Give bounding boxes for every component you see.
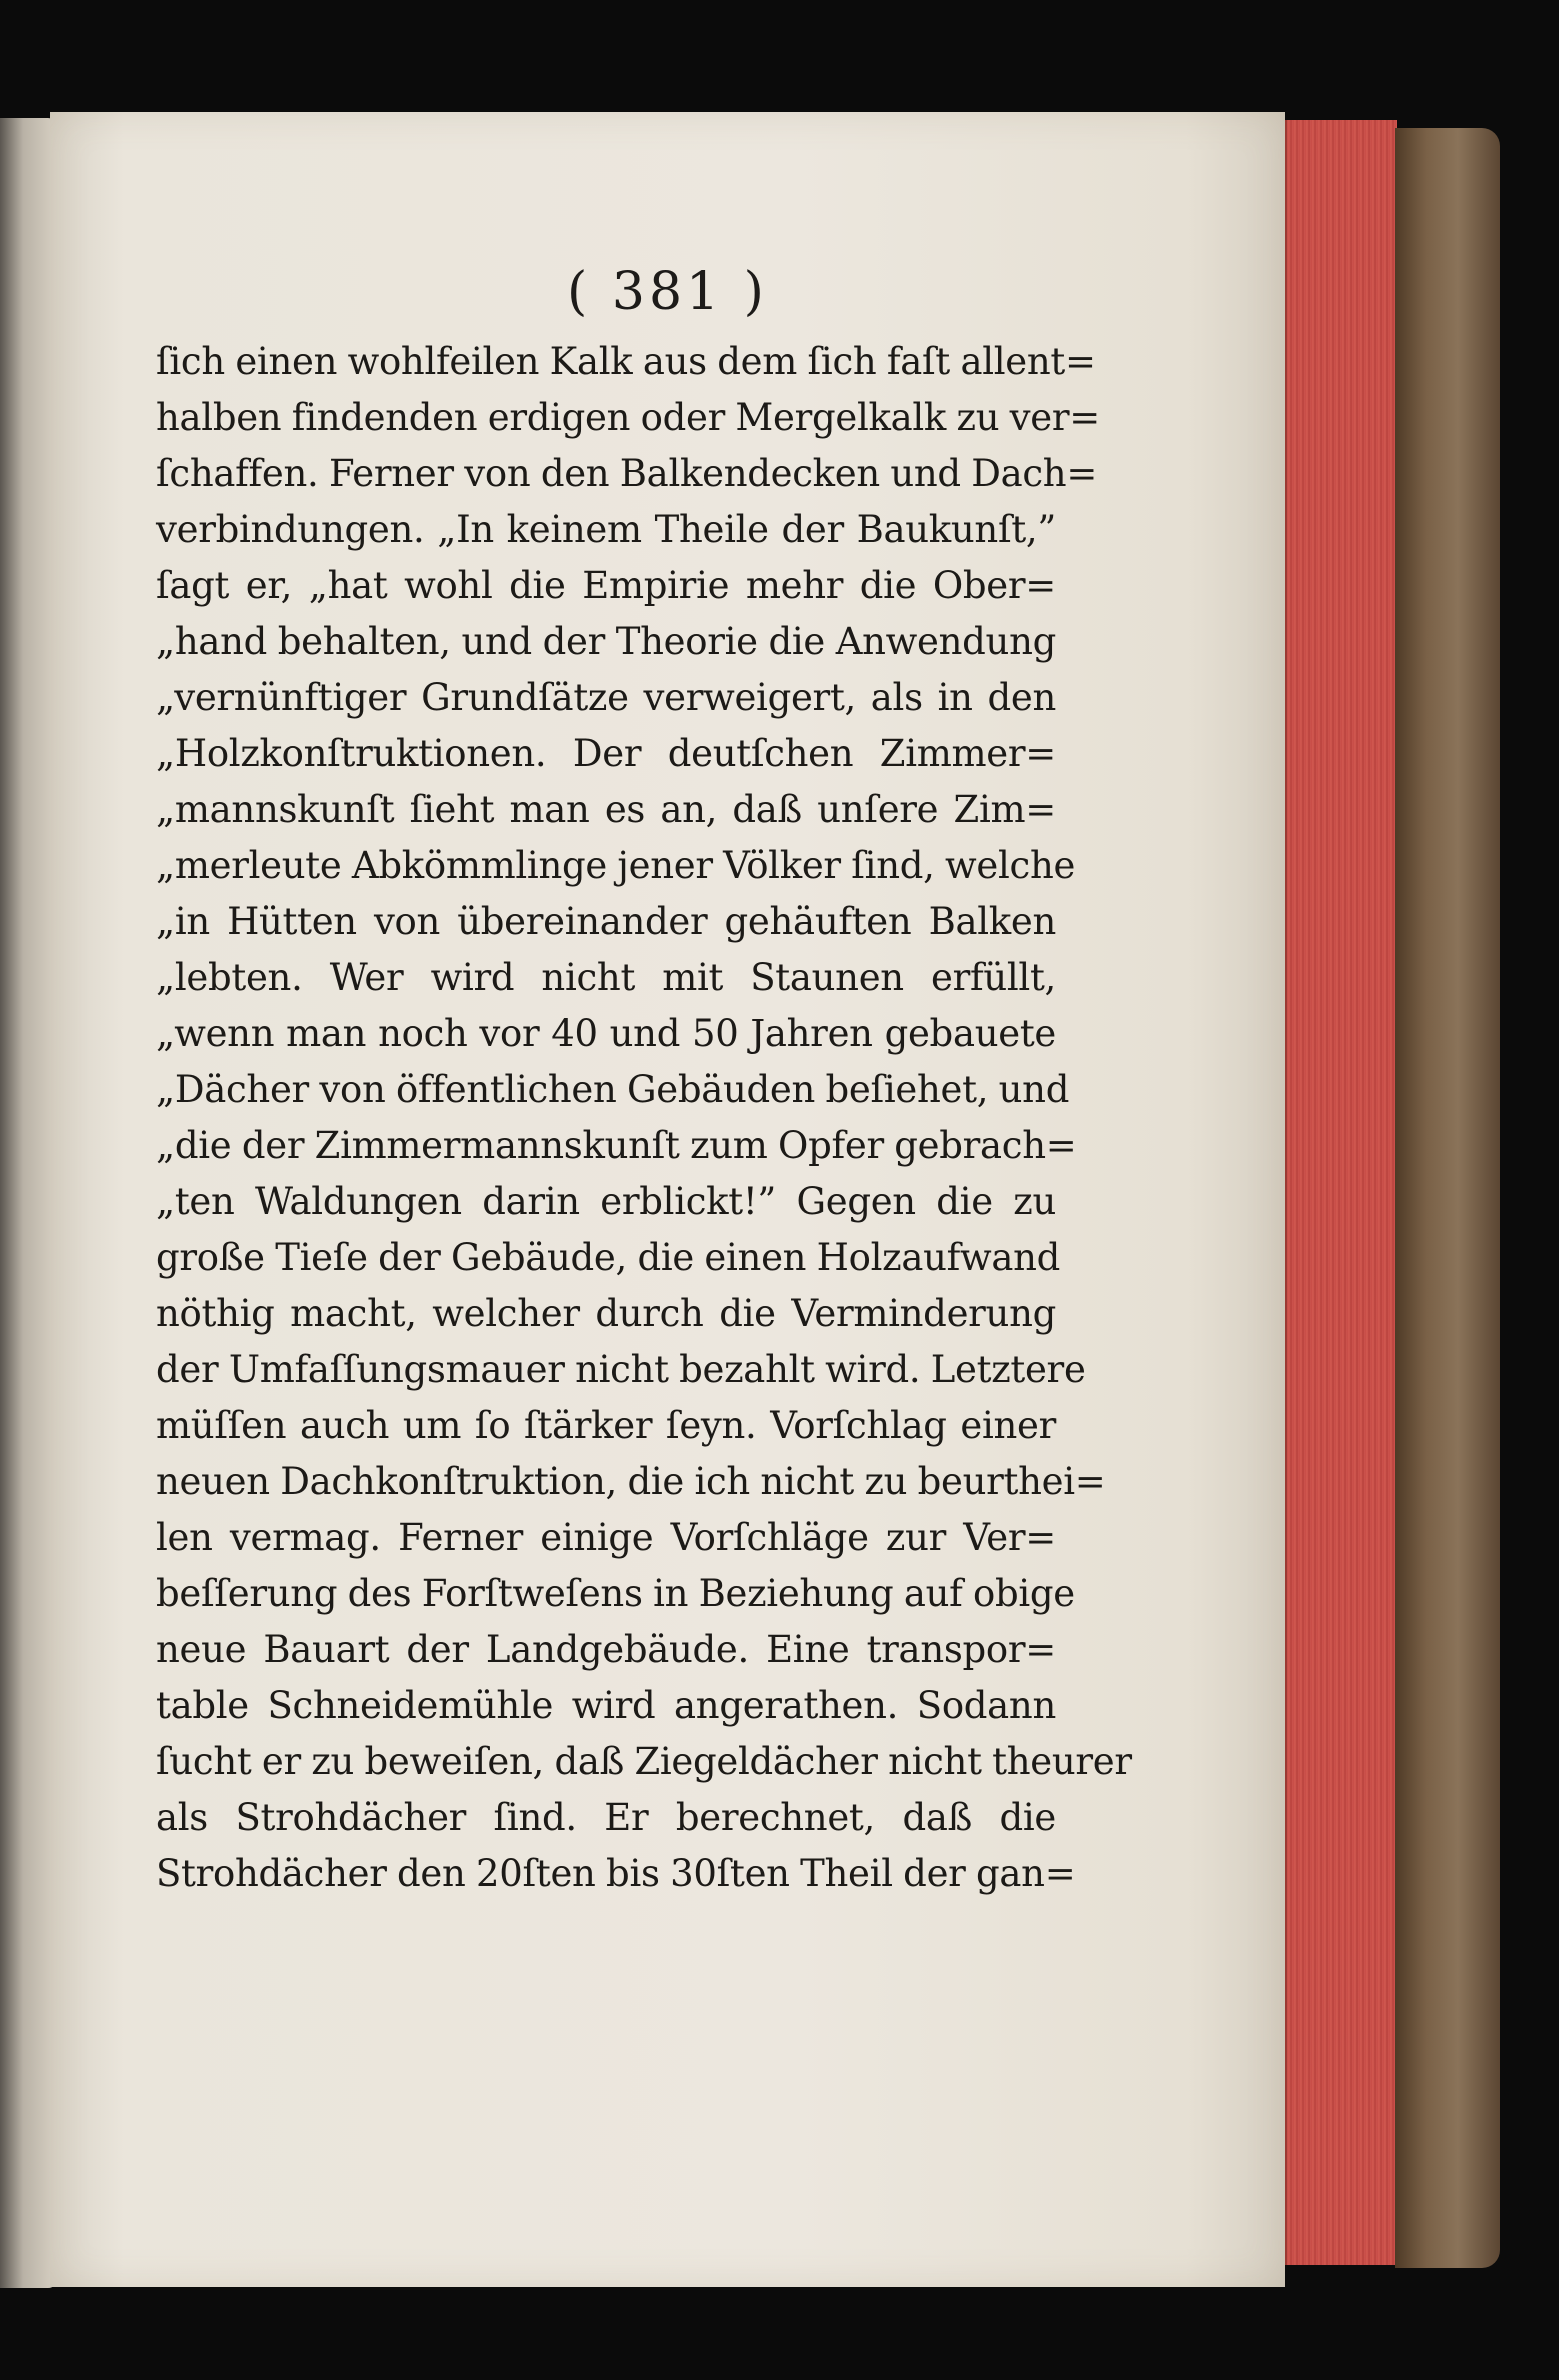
text-line: „mannskunſt ſieht man es an, daß unſere Zim=: [156, 788, 1056, 831]
text-line: beſſerung des Forſtweſens in Beziehung auf obige: [156, 1572, 1075, 1615]
page-number: ( 381 ): [567, 262, 768, 322]
text-line: der Umfaſſungsmauer nicht bezahlt wird. Letztere: [156, 1348, 1086, 1391]
book-page: [50, 112, 1285, 2287]
text-line: table Schneidemühle wird angerathen. Sodann: [156, 1684, 1056, 1727]
text-line: ſucht er zu beweiſen, daß Ziegeldächer nicht theurer: [156, 1740, 1132, 1783]
text-line: „wenn man noch vor 40 und 50 Jahren gebauete: [156, 1012, 1056, 1055]
text-line: neuen Dachkonſtruktion, die ich nicht zu beurthei=: [156, 1460, 1106, 1503]
text-line: „hand behalten, und der Theorie die Anwendung: [156, 620, 1056, 663]
text-line: als Strohdächer ſind. Er berechnet, daß die: [156, 1796, 1056, 1839]
text-line: „Dächer von öffentlichen Gebäuden beſiehet, und: [156, 1068, 1070, 1111]
text-line: „lebten. Wer wird nicht mit Staunen erfüllt,: [156, 956, 1056, 999]
book-cover-edge: [1395, 128, 1500, 2268]
red-page-edges: [1285, 120, 1397, 2265]
text-line: ſich einen wohlfeilen Kalk aus dem ſich faſt allent=: [156, 340, 1096, 383]
text-line: neue Bauart der Landgebäude. Eine transpor=: [156, 1628, 1056, 1671]
text-line: große Tieſe der Gebäude, die einen Holzaufwand: [156, 1236, 1061, 1279]
text-line: „Holzkonſtruktionen. Der deutſchen Zimmer=: [156, 732, 1056, 775]
page-text: [156, 334, 1132, 1902]
text-line: „die der Zimmermannskunſt zum Opfer gebrach=: [156, 1124, 1077, 1167]
text-line: len vermag. Ferner einige Vorſchläge zur Ver=: [156, 1516, 1056, 1559]
text-line: verbindungen. „In keinem Theile der Baukunſt,”: [156, 508, 1056, 551]
text-line: „in Hütten von übereinander gehäuften Balken: [156, 900, 1056, 943]
text-line: „ten Waldungen darin erblickt!” Gegen die zu: [156, 1180, 1056, 1223]
text-line: Strohdächer den 20ſten bis 30ſten Theil der gan=: [156, 1852, 1076, 1895]
text-line: ſagt er, „hat wohl die Empirie mehr die Ober=: [156, 564, 1056, 607]
text-line: müſſen auch um ſo ſtärker ſeyn. Vorſchlag einer: [156, 1404, 1056, 1447]
text-line: ſchaffen. Ferner von den Balkendecken und Dach=: [156, 452, 1098, 495]
text-line: nöthig macht, welcher durch die Verminderung: [156, 1292, 1056, 1335]
text-line: „vernünftiger Grundſätze verweigert, als in den: [156, 676, 1056, 719]
text-line: halben findenden erdigen oder Mergelkalk zu ver=: [156, 396, 1100, 439]
text-line: „merleute Abkömmlinge jener Völker ſind, welche: [156, 844, 1076, 887]
